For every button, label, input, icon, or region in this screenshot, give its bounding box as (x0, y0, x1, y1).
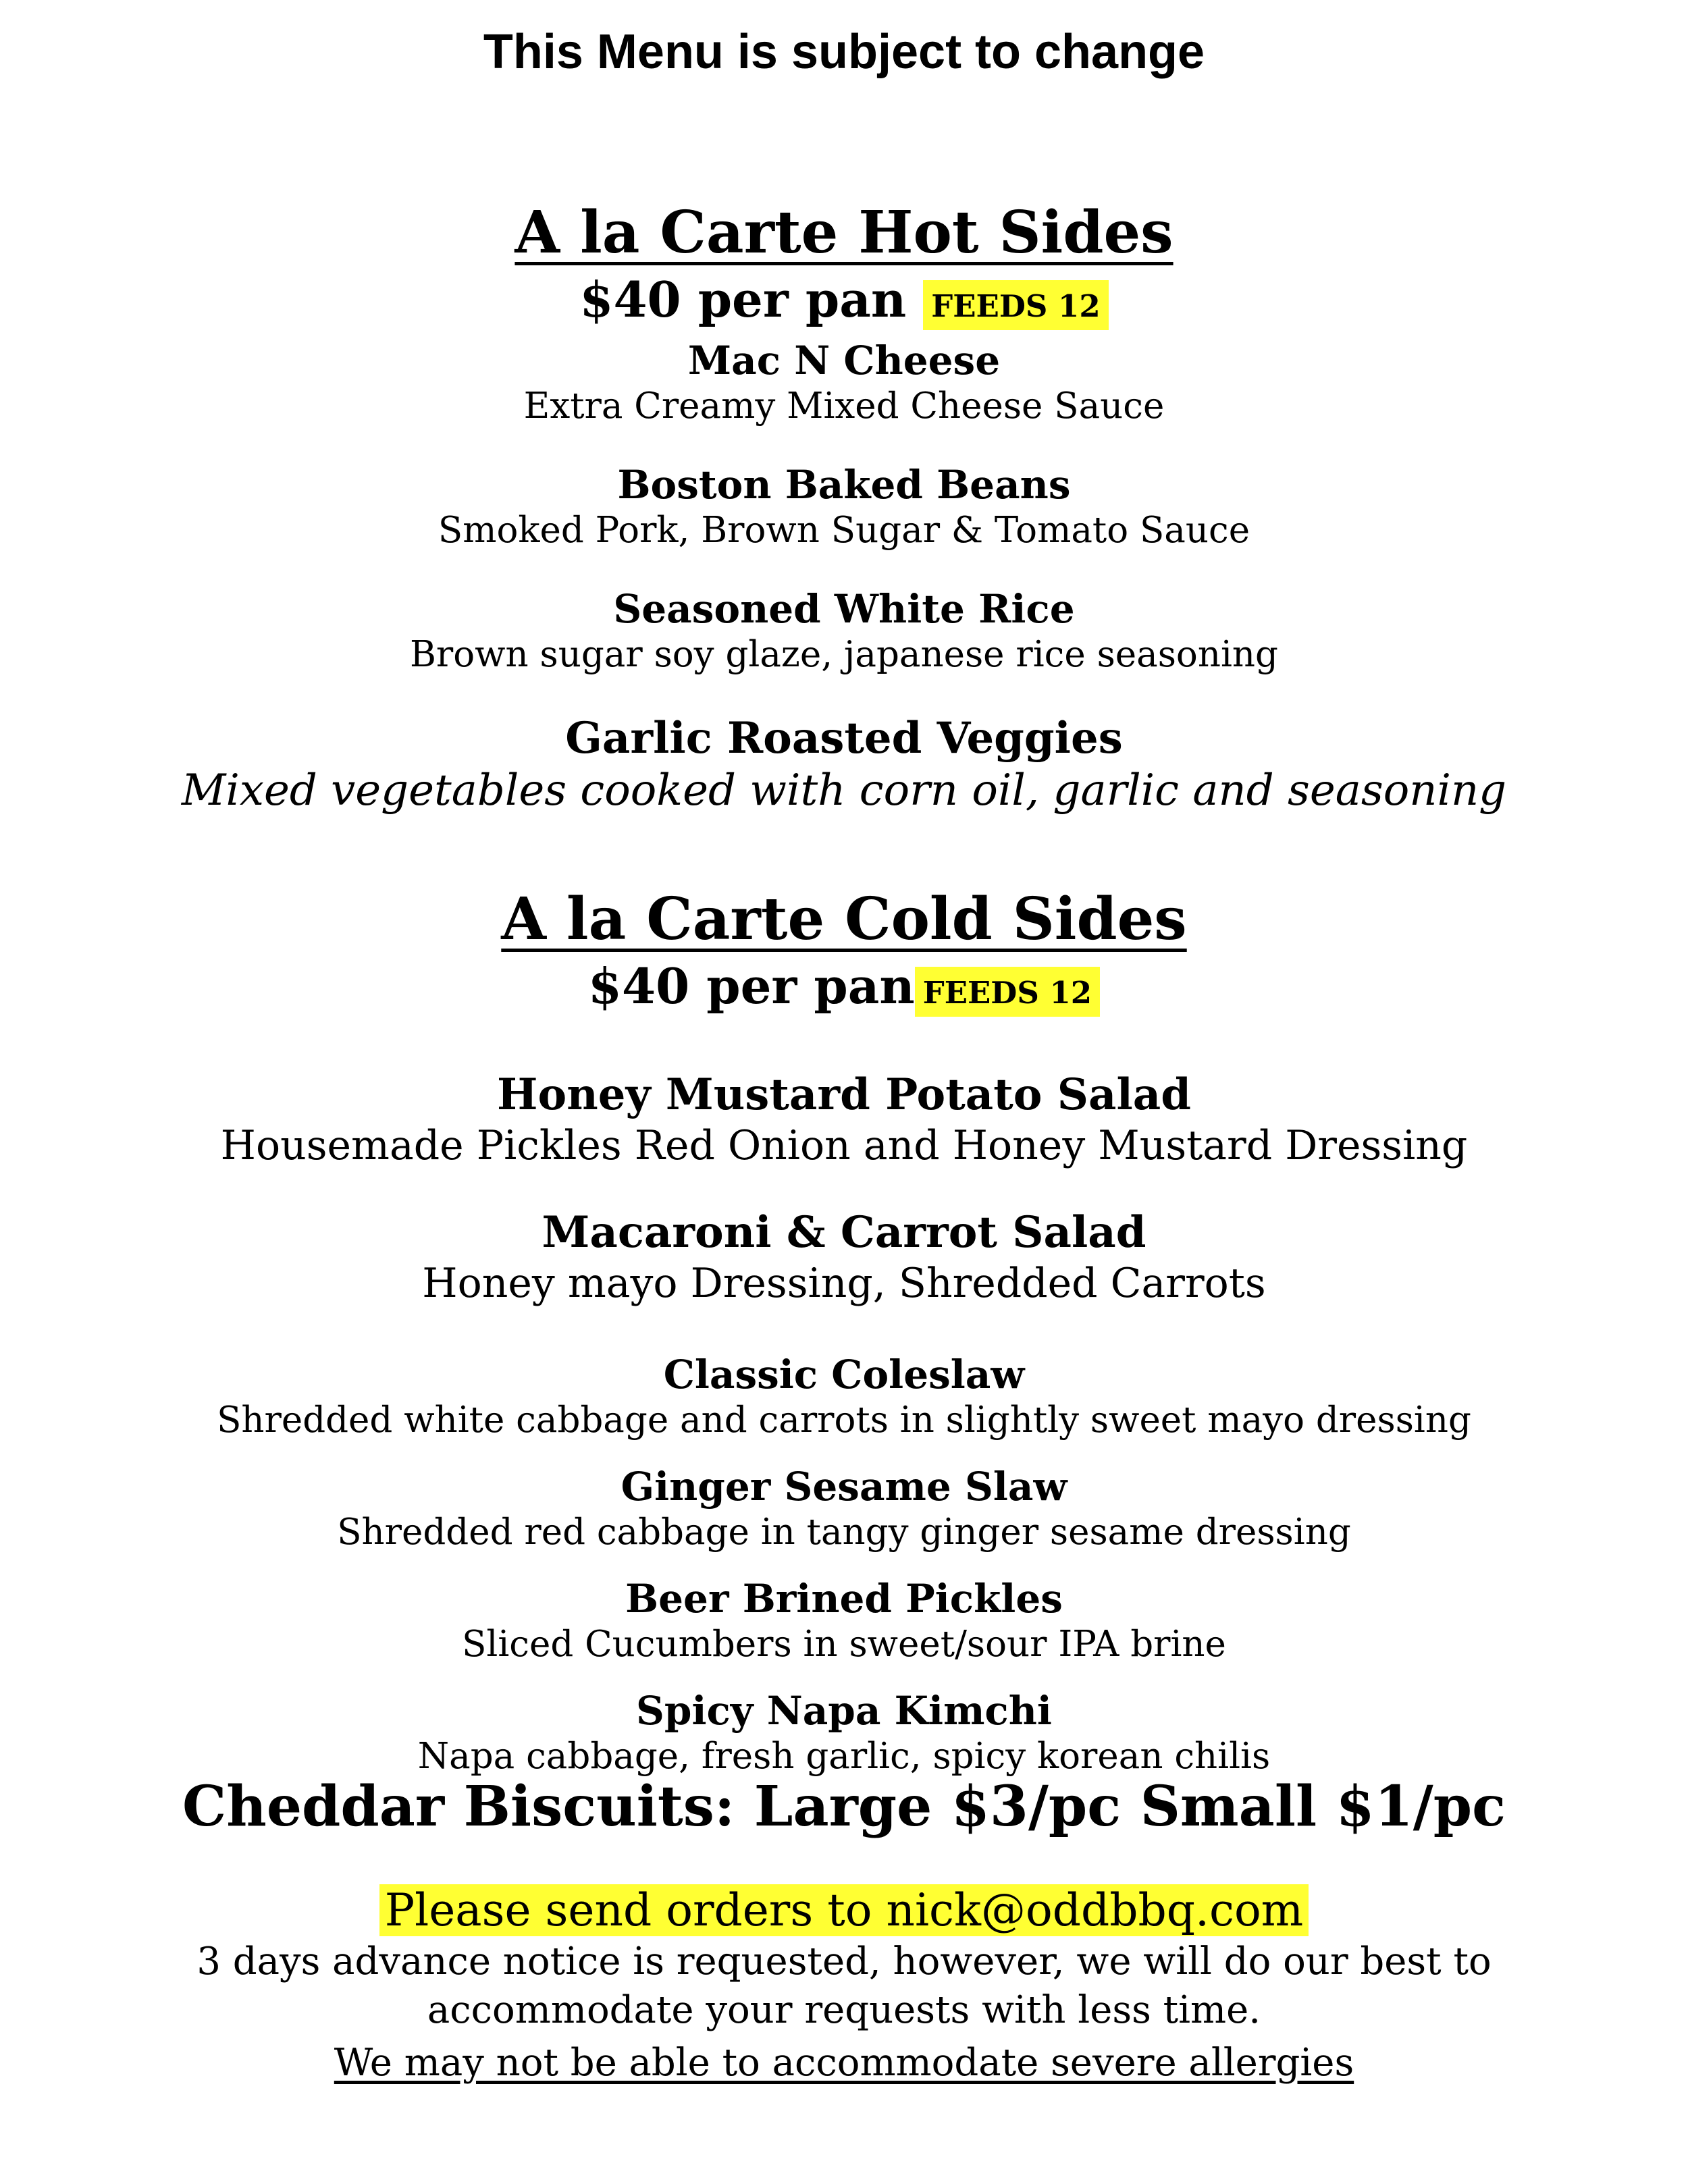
menu-change-notice: This Menu is subject to change (483, 25, 1205, 79)
hot-item-desc: Extra Creamy Mixed Cheese Sauce (523, 385, 1165, 427)
hot-item-name: Garlic Roasted Veggies (565, 713, 1123, 764)
hot-item-name: Mac N Cheese (687, 338, 1001, 383)
hot-sides-title: A la Carte Hot Sides (515, 198, 1173, 267)
cold-item-desc: Shredded red cabbage in tangy ginger sesame dressing (337, 1512, 1351, 1553)
cold-sides-price-line (0, 955, 1688, 1017)
hot-item-name: Boston Baked Beans (617, 462, 1071, 508)
orders-line (0, 1884, 1688, 1938)
cold-item-name: Classic Coleslaw (663, 1352, 1025, 1397)
hot-item-desc: Smoked Pork, Brown Sugar & Tomato Sauce (438, 510, 1250, 551)
cold-item-name: Spicy Napa Kimchi (636, 1688, 1052, 1734)
cold-item-desc: Sliced Cucumbers in sweet/sour IPA brine (462, 1624, 1226, 1665)
orders-email-text: Please send orders to nick@oddbbq.com (379, 1884, 1309, 1936)
cold-item-name: Beer Brined Pickles (625, 1576, 1063, 1622)
cold-sides-title: A la Carte Cold Sides (501, 885, 1187, 953)
advance-notice: 3 days advance notice is requested, however, we will do our best to accommodate your requests with less time. (196, 1940, 1492, 2032)
cold-sides-feeds-badge: FEEDS 12 (915, 967, 1100, 1017)
hot-item-desc: Mixed vegetables cooked with corn oil, garlic and seasoning (181, 766, 1507, 816)
cold-item-desc: Housemade Pickles Red Onion and Honey Mustard Dressing (220, 1122, 1468, 1169)
hot-sides-price: $40 per pan (579, 271, 907, 328)
cold-item-desc: Honey mayo Dressing, Shredded Carrots (422, 1260, 1266, 1307)
cold-item-desc: Napa cabbage, fresh garlic, spicy korean chilis (417, 1736, 1271, 1777)
cold-item-name: Honey Mustard Potato Salad (497, 1069, 1191, 1120)
cold-item-name: Ginger Sesame Slaw (621, 1464, 1067, 1510)
hot-item-desc: Brown sugar soy glaze, japanese rice seasoning (409, 634, 1278, 675)
cold-item-desc: Shredded white cabbage and carrots in slightly sweet mayo dressing (217, 1400, 1471, 1441)
cold-item-name: Macaroni & Carrot Salad (542, 1207, 1146, 1258)
hot-item-name: Seasoned White Rice (613, 586, 1075, 632)
allergy-notice: We may not be able to accommodate severe allergies (334, 2041, 1354, 2085)
cold-sides-price: $40 per pan (587, 957, 915, 1015)
hot-sides-feeds-badge: FEEDS 12 (923, 280, 1108, 330)
hot-sides-price-line (0, 269, 1688, 331)
cheddar-biscuits-line: Cheddar Biscuits: Large $3/pc Small $1/pc (182, 1774, 1506, 1839)
